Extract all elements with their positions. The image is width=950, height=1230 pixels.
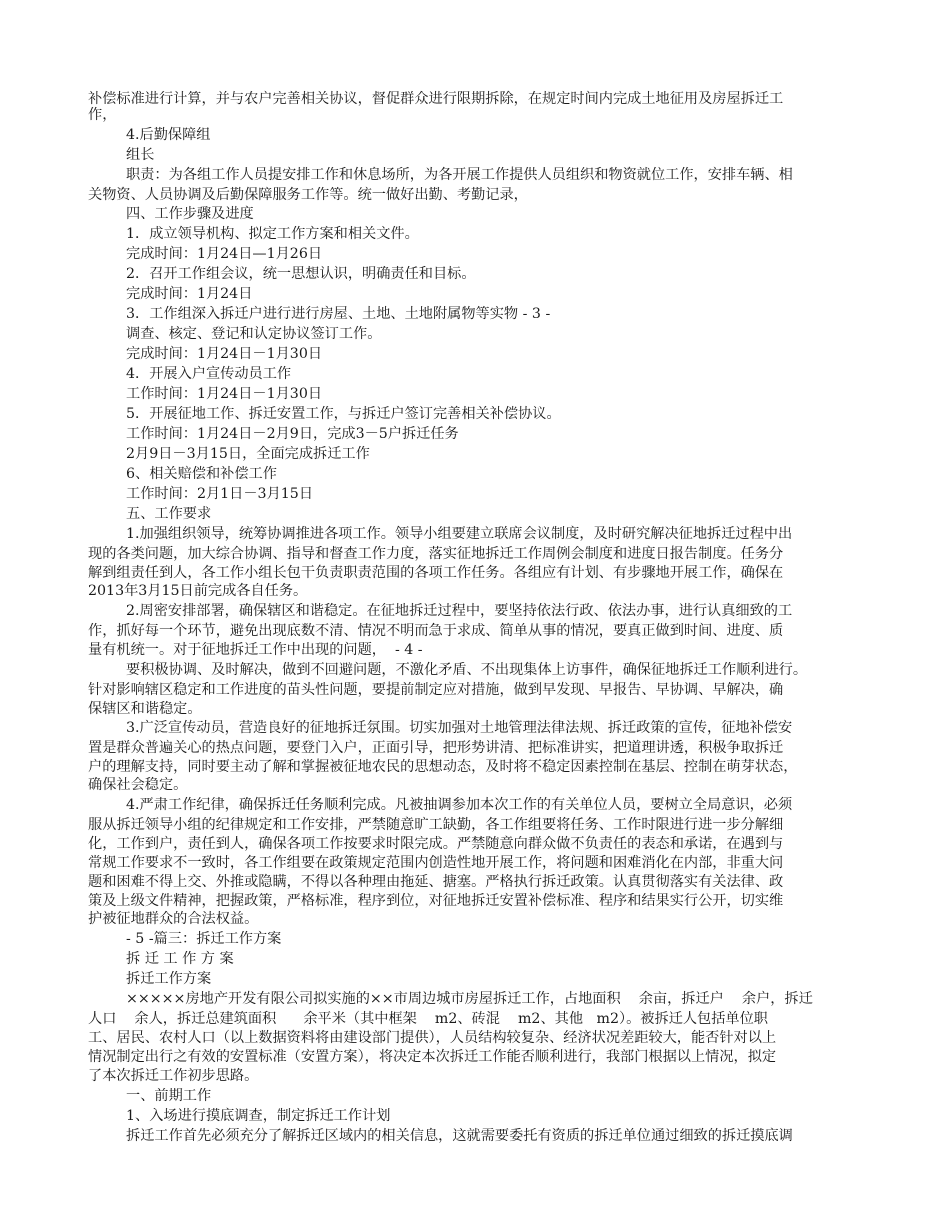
text-line: 2013年3月15日前完成各自任务。 [88,583,308,599]
section-heading: 四、工作步骤及进度 [126,206,254,222]
text-line: 化，工作到户，责任到人，确保各项工作按要求时限完成。严禁随意向群众做不负责任的表态和承诺，在遇到与 [88,836,784,852]
text-line: 工、居民、农村人口（以上数据资料将由建设部门提供），人员结构较复杂、经济状况差距较大，能否针对以上 [88,1030,777,1046]
text-line: 护被征地群众的合法权益。 [88,911,259,927]
text-line: 置是群众普遍关心的热点问题，要登门入户，正面引导，把形势讲清、把标准讲实，把道理讲透，积极争取拆迁 [88,740,784,756]
text-line: 作， [88,107,117,123]
section-heading: 五、工作要求 [126,506,212,522]
text-line: 完成时间：1月24日－1月30日 [126,346,323,362]
text-line: 工作时间：1月24日－2月9日，完成3－5户拆迁任务 [126,426,459,442]
text-line: 解到组责任到人，各工作小组长包干负责职责范围的各项工作任务。各组应有计划、有步骤地开展工作，确保在 [88,565,784,581]
list-item: 1、入场进行摸底调查，制定拆迁工作计划 [126,1108,391,1124]
text-line: 服从拆迁领导小组的纪律规定和工作安排，严禁随意旷工缺勤，各工作组要将任务、工作时限进行进一步分解细 [88,817,784,833]
text-line: 2月9日－3月15日，全面完成拆迁工作 [126,446,370,462]
list-item: 1．成立领导机构、拟定工作方案和相关文件。 [126,226,419,242]
text-line: 4.严肃工作纪律，确保拆迁任务顺利完成。凡被抽调参加本次工作的有关单位人员，要树立全局意识，必须 [126,797,793,813]
text-line: 1.加强组织领导，统筹协调推进各项工作。领导小组要建立联席会议制度，及时研究解决征地拆迁过程中出 [126,526,793,542]
text-line: 工作时间：2月1日－3月15日 [126,486,314,502]
text-line: 完成时间：1月24日 [126,286,253,302]
text-line: 人口 余人，拆迁总建筑面积 余平米（其中框架 m2、砖混 m2、其他 m2）。被拆迁人包括单位职 [88,1011,768,1027]
text-line: 现的各类问题，加大综合协调、指导和督查工作力度，落实征地拆迁工作周例会制度和进度日报告制度。任务分 [88,546,784,562]
text-line: 策及上级文件精神，把握政策，严格标准，程序到位，对征地拆迁安置补偿标准、程序和结果实行公开，切实维 [88,893,784,909]
text-line: 题和困难不得上交、外推或隐瞒，不得以各种理由拖延、搪塞。严格执行拆迁政策。认真贯彻落实有关法律、政 [88,874,784,890]
text-line: 2.周密安排部署，确保辖区和谐稳定。在征地拆迁过程中，要坚持依法行政、依法办事，进行认真细致的工 [126,603,793,619]
list-item: 3．工作组深入拆迁户进行进行房屋、土地、土地附属物等实物 - 3 - [126,306,551,322]
text-line: 针对影响辖区稳定和工作进度的苗头性问题，要提前制定应对措施，做到早发现、早报告、早协调、早解决，确 [88,682,784,698]
section-heading: 4.后勤保障组 [126,127,211,143]
text-line: 了本次拆迁工作初步思路。 [88,1068,259,1084]
section-heading: 一、前期工作 [126,1088,212,1104]
text-line: 组长 [126,147,155,163]
text-line: 工作时间：1月24日－1月30日 [126,386,323,402]
list-item: 5．开展征地工作、拆迁安置工作，与拆迁户签订完善相关补偿协议。 [126,406,561,422]
text-line: 保辖区和谐稳定。 [88,701,202,717]
document-subtitle: 拆迁工作方案 [126,971,212,987]
text-line: ×××××房地产开发有限公司拟实施的××市周边城市房屋拆迁工作，占地面积 余亩，拆迁户 余户，拆迁 [126,991,813,1007]
document-title: 拆 迁 工 作 方 案 [126,951,234,967]
list-item: 6、相关赔偿和补偿工作 [126,466,277,482]
text-line: 3.广泛宣传动员，营造良好的征地拆迁氛围。切实加强对土地管理法律法规、拆迁政策的宣传，征地补偿安 [126,720,793,736]
text-line: 户的理解支持，同时要主动了解和掌握被征地农民的思想动态，及时将不稳定因素控制在基层、控制在萌芽状态， [88,759,798,775]
list-item: 2．召开工作组会议，统一思想认识，明确责任和目标。 [126,266,476,282]
text-line: 拆迁工作首先必须充分了解拆迁区域内的相关信息，这就需要委托有资质的拆迁单位通过细致的拆迁摸底调 [126,1128,793,1144]
text-line: 职责：为各组工作人员提安排工作和休息场所，为各开展工作提供人员组织和物资就位工作，安排车辆、相 [126,167,793,183]
text-line: 量有机统一。对于征地拆迁工作中出现的问题， - 4 - [88,642,423,658]
list-item: 4．开展入户宣传动员工作 [126,366,292,382]
text-line: 关物资、人员协调及后勤保障服务工作等。统一做好出勤、考勤记录， [88,187,528,203]
text-line: 完成时间：1月24日—1月26日 [126,246,323,262]
text-line: 调查、核定、登记和认定协议签订工作。 [126,326,382,342]
text-line: 补偿标准进行计算，并与农户完善相关协议，督促群众进行限期拆除，在规定时间内完成土地征用及房屋拆迁工 [88,91,784,107]
page-marker: - 5 -篇三：拆迁工作方案 [126,931,282,947]
text-line: 常规工作要求不一致时，各工作组要在政策规定范围内创造性地开展工作，将问题和困难消化在内部，非重大问 [88,855,784,871]
text-line: 情况制定出行之有效的安置标准（安置方案），将决定本次拆迁工作能否顺利进行，我部门根据以上情况，拟定 [88,1049,777,1065]
text-line: 要积极协调、及时解决，做到不回避问题，不激化矛盾、不出现集体上访事件，确保征地拆迁工作顺利进行。 [126,662,808,678]
text-line: 确保社会稳定。 [88,777,188,793]
text-line: 作，抓好每一个环节，避免出现底数不清、情况不明而急于求成、简单从事的情况，要真正做到时间、进度、质 [88,623,784,639]
